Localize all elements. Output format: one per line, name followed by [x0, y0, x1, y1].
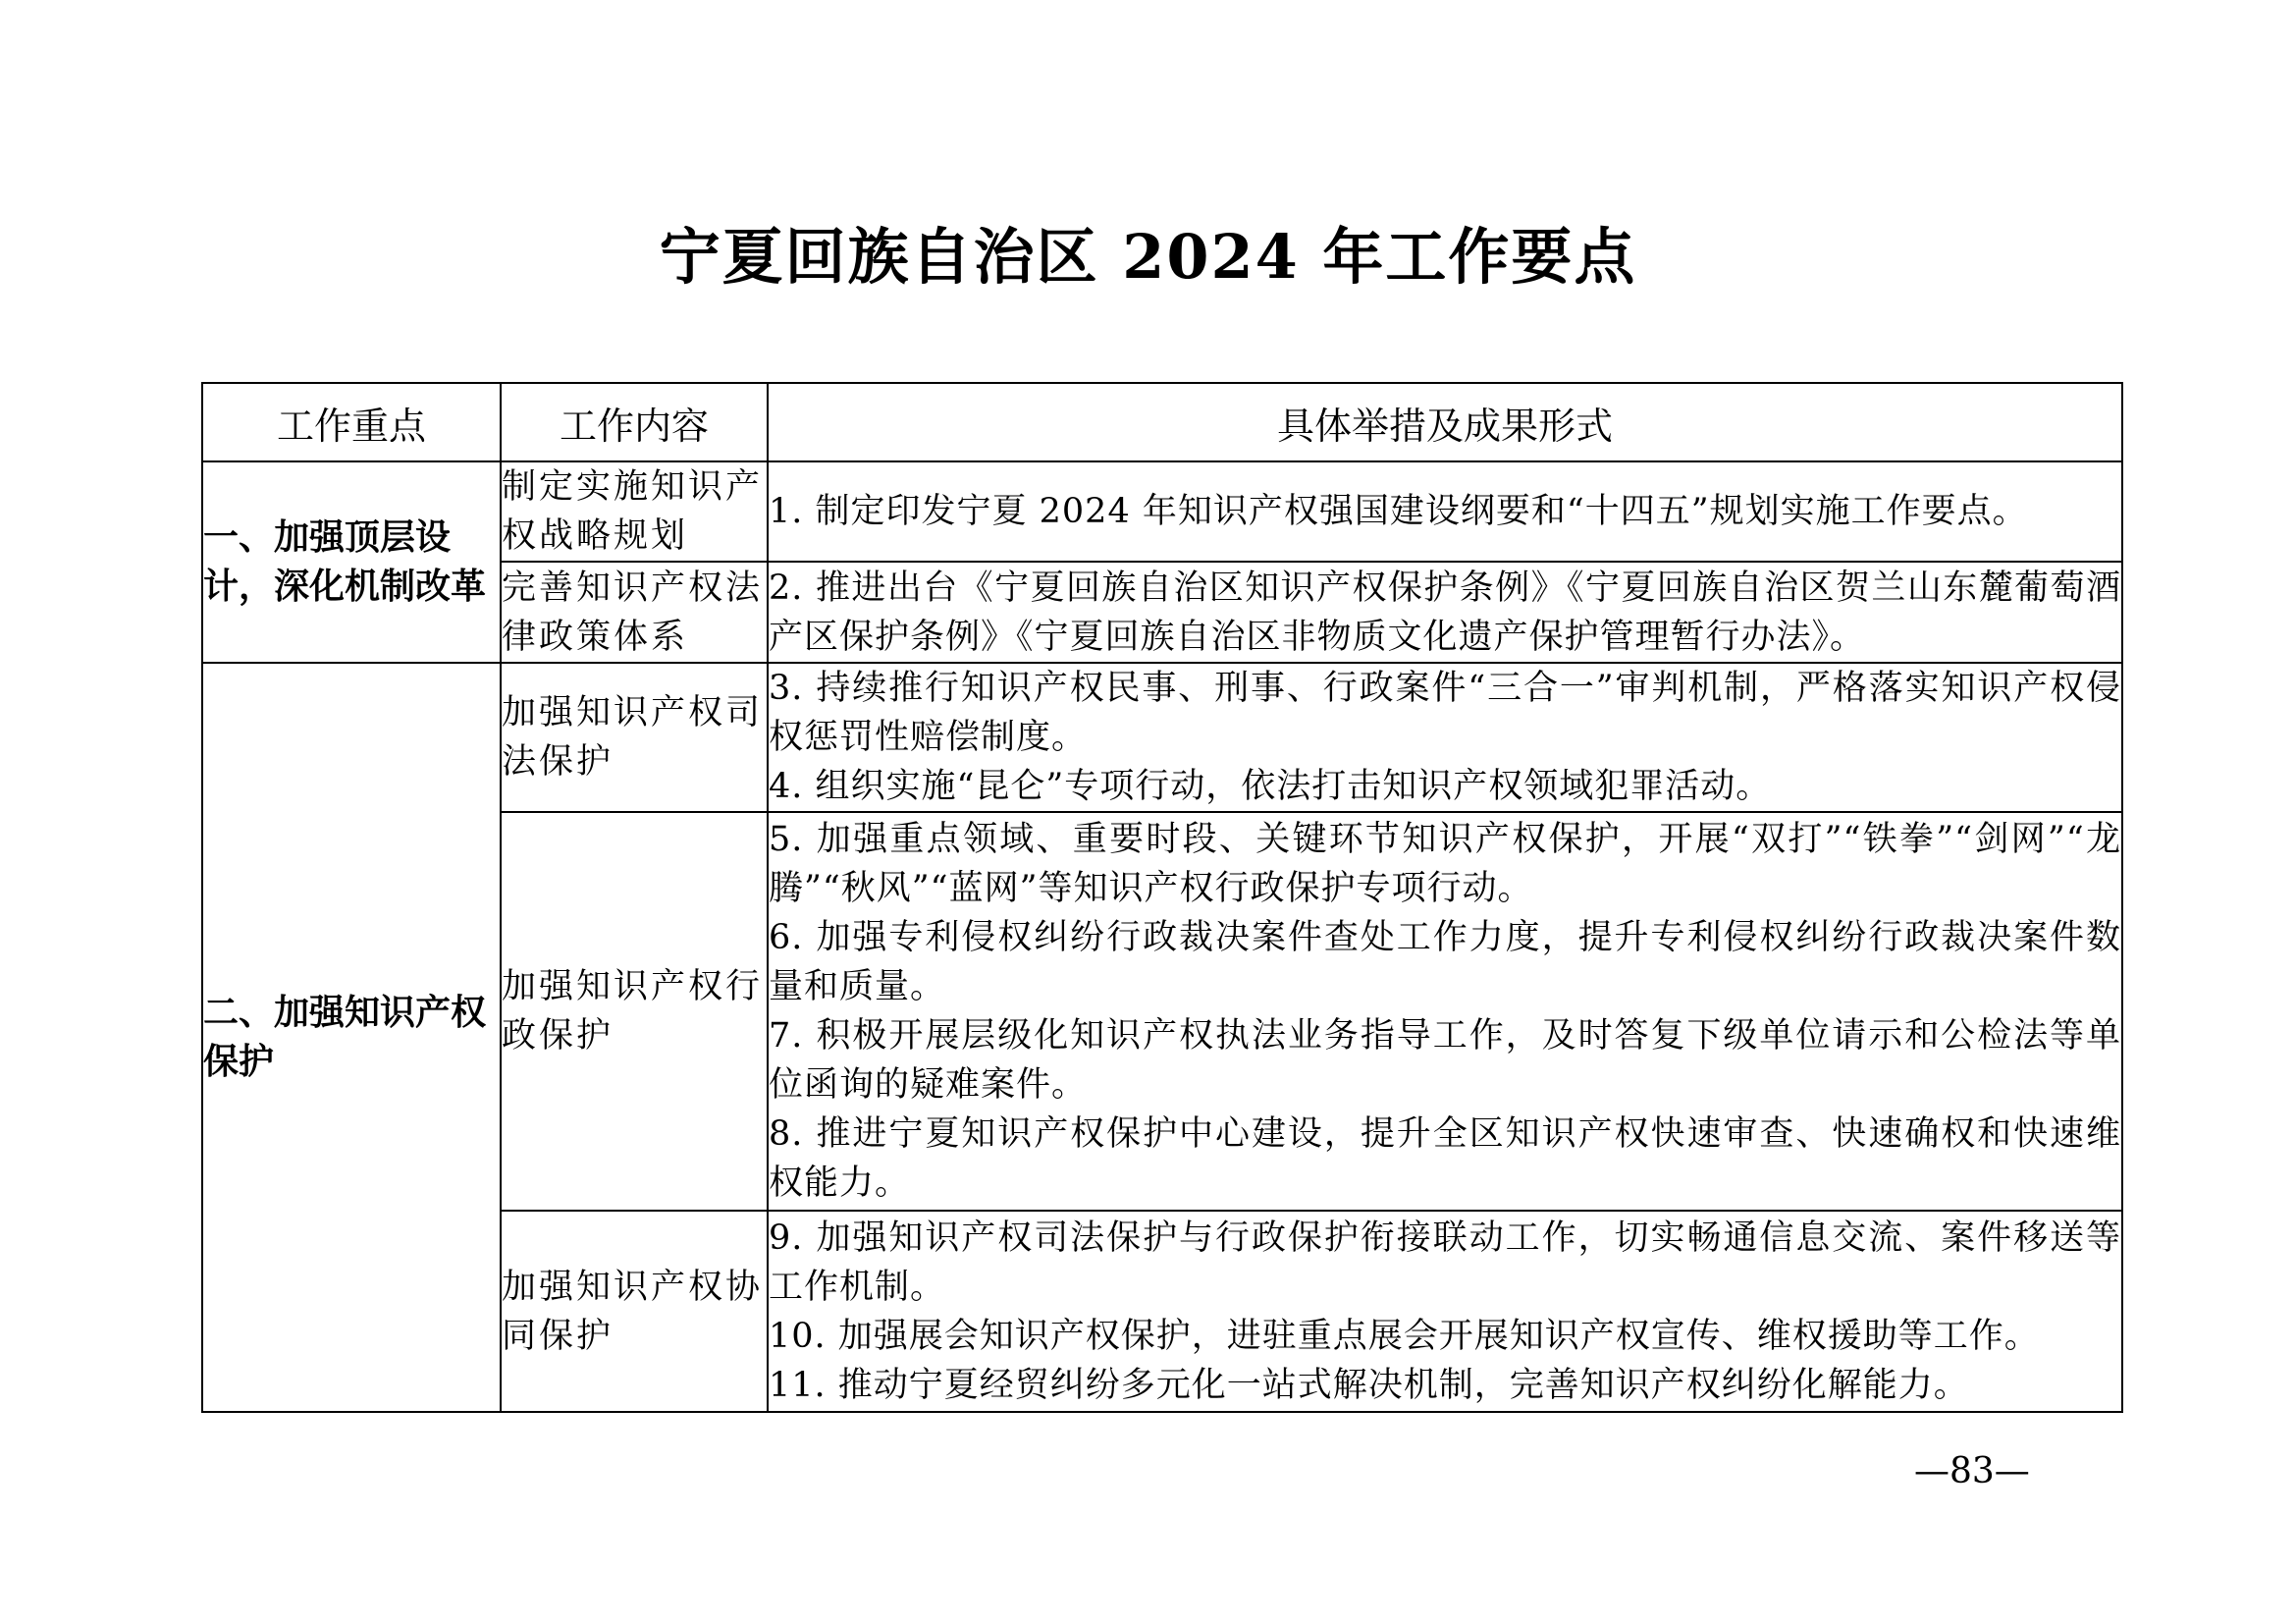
header-work-content: 工作内容	[501, 383, 768, 461]
measures-cell	[768, 1211, 2122, 1412]
measures-cell	[768, 812, 2122, 1211]
measures-cell	[768, 461, 2122, 562]
page-title: 宁夏回族自治区 2024 年工作要点	[659, 221, 1637, 293]
section-focus-cell: 二、加强知识产权保护	[202, 663, 501, 1412]
measure-item: 6. 加强专利侵权纠纷行政裁决案件查处工作力度，提升专利侵权纠纷行政裁决案件数量和质量。	[769, 918, 2121, 1006]
table-row	[202, 461, 2122, 562]
measures-cell	[768, 663, 2122, 812]
measure-item: 3. 持续推行知识产权民事、刑事、行政案件“三合一”审判机制，严格落实知识产权侵权惩罚性赔偿制度。	[769, 669, 2121, 757]
work-content-cell: 加强知识产权行政保护	[501, 812, 768, 1211]
measure-item: 8. 推进宁夏知识产权保护中心建设，提升全区知识产权快速审查、快速确权和快速维权能力。	[769, 1114, 2121, 1203]
work-content-cell: 加强知识产权司法保护	[501, 663, 768, 812]
header-measures-and-outcomes: 具体举措及成果形式	[768, 383, 2122, 461]
measures-cell	[768, 562, 2122, 663]
measure-item: 5. 加强重点领域、重要时段、关键环节知识产权保护，开展“双打”“铁拳”“剑网”“龙腾”“秋风”“蓝网”等知识产权行政保护专项行动。	[769, 820, 2121, 908]
table-header-row	[202, 383, 2122, 461]
work-plan-table	[201, 382, 2123, 1413]
measure-item: 4. 组织实施“昆仑”专项行动，依法打击知识产权领域犯罪活动。	[769, 767, 1772, 806]
work-content-cell: 完善知识产权法律政策体系	[501, 562, 768, 663]
page-number: —83—	[1914, 1451, 2030, 1491]
measure-item: 9. 加强知识产权司法保护与行政保护衔接联动工作，切实畅通信息交流、案件移送等工作机制。	[769, 1218, 2121, 1307]
work-content-cell: 制定实施知识产权战略规划	[501, 461, 768, 562]
measure-item: 1. 制定印发宁夏 2024 年知识产权强国建设纲要和“十四五”规划实施工作要点。	[769, 492, 2028, 531]
measure-item: 2. 推进出台《宁夏回族自治区知识产权保护条例》《宁夏回族自治区贺兰山东麓葡萄酒产区保护条例》《宁夏回族自治区非物质文化遗产保护管理暂行办法》。	[769, 568, 2121, 657]
header-work-focus: 工作重点	[202, 383, 501, 461]
measure-item: 7. 积极开展层级化知识产权执法业务指导工作，及时答复下级单位请示和公检法等单位函询的疑难案件。	[769, 1016, 2121, 1105]
work-content-cell: 加强知识产权协同保护	[501, 1211, 768, 1412]
table-row	[202, 663, 2122, 812]
section-focus-cell: 一、加强顶层设计，深化机制改革	[202, 461, 501, 663]
measure-item: 10. 加强展会知识产权保护，进驻重点展会开展知识产权宣传、维权援助等工作。	[769, 1316, 2040, 1356]
measure-item: 11. 推动宁夏经贸纠纷多元化一站式解决机制，完善知识产权纠纷化解能力。	[769, 1365, 1969, 1405]
